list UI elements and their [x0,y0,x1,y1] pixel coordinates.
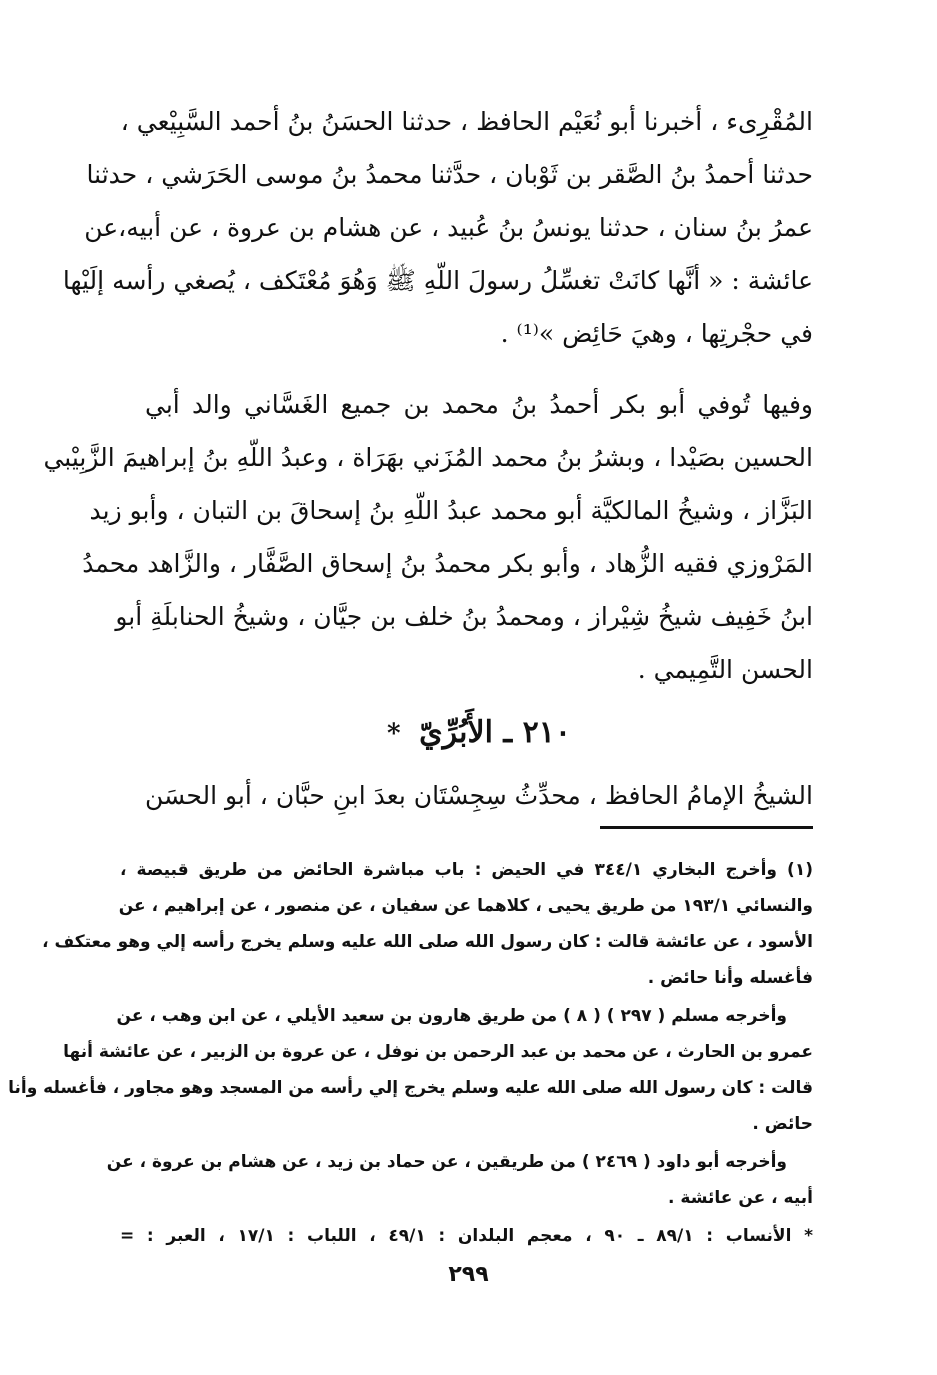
footnote-line: فأغسله وأنا حائض . [647,968,813,988]
footnote-line: أبيه ، عن عائشة . [668,1188,813,1208]
paragraph-gap [145,360,813,378]
page-number: ٢٩٩ [448,1262,489,1287]
heading-mark: * [387,719,401,749]
footnote-sources [120,1218,813,1254]
paragraph-hadith [62,95,813,360]
paragraph-deaths [43,378,813,696]
text-line: وفيها تُوفي أبو بكر أحمدُ بنُ محمد بن جميع الغَسَّاني والد أبي [145,390,813,419]
text-line: ابنُ خَفِيف شيخُ شِيْراز ، ومحمدُ بنُ خلف بن جيَّان ، وشيخُ الحنابلَةِ أبو [115,602,813,631]
heading-title: ٢١٠ ـ الأَبُرِّيّ [419,715,571,750]
footnote-1 [42,852,813,996]
footnote-line: والنسائي ١٩٣/١ من طريق يحيى ، كلاهما عن سفيان ، عن منصور ، عن إبراهيم ، عن [118,896,813,916]
main-text [43,95,813,822]
paragraph-biography [145,769,813,822]
text-line: المَرْوزي فقيه الزُّهاد ، وأبو بكر محمدُ بنُ إسحاق الصَّفَّار ، والزَّاهد محمدُ [82,549,813,578]
section-heading [145,708,813,759]
footnote-line: وأخرجه أبو داود ( ٢٤٦٩ ) من طريقين ، عن حماد بن زيد ، عن هشام بن عروة ، عن [106,1152,787,1172]
text-line: المُقْرِىء ، أخبرنا أبو نُعَيْم الحافظ ، حدثنا الحسَنُ بنُ أحمد السَّبِيْعي ، [120,107,813,136]
footnote-line: قالت : كان رسول الله صلى الله عليه وسلم يخرج إلي رأسه من المسجد وهو مجاور ، فأغسله وأنا [8,1078,813,1098]
text-line: عمرُ بنُ سنان ، حدثنا يونسُ بنُ عُبيد ، عن هشام بن عروة ، عن أبيه،عن [84,213,813,242]
text-line: الشيخُ الإمامُ الحافظ ، محدِّثُ سِجِسْتَان بعدَ ابنِ حبَّان ، أبو الحسَن [145,781,813,810]
text-line: البَزَّاز ، وشيخُ المالكيَّة أبو محمد عبدُ اللّهِ بنُ إسحاقَ بن التبان ، وأبو زيد [89,496,813,525]
text-line: الحسين بصَيْدا ، وبشرُ بنُ محمد المُزَني بهَرَاة ، وعبدُ اللّهِ بنُ إبراهيمَ الزَّبِيْبي [43,443,813,472]
footnote-line: * الأنساب : ٨٩/١ ـ ٩٠ ، معجم البلدان : ٤٩/١ ، اللباب : ١٧/١ ، العبر : = [120,1226,813,1246]
text-line: في حجْرتِها ، وهيَ حَائِض »⁽¹⁾ . [500,319,813,348]
footnote-separator [600,826,813,829]
footnote-line: حائض . [752,1114,813,1134]
footnotes [8,852,813,1256]
text-line: حدثنا أحمدُ بنُ الصَّقر بن ثَوْبان ، حدَّثنا محمدُ بنُ موسى الحَرَشي ، حدثنا [86,160,813,189]
footnote-abu-dawud [106,1144,813,1216]
footnote-line: (١) وأخرج البخاري ٣٤٤/١ في الحيض : باب مباشرة الحائض من طريق قبيصة ، [120,860,813,880]
footnote-line: الأسود ، عن عائشة قالت : كان رسول الله صلى الله عليه وسلم يخرج رأسه إلي وهو معتكف ، [42,932,813,952]
footnote-line: وأخرجه مسلم ( ٢٩٧ ) ( ٨ ) من طريق هارون بن سعيد الأيلي ، عن ابن وهب ، عن [116,1006,787,1026]
footnote-line: عمرو بن الحارث ، عن محمد بن عبد الرحمن بن نوفل ، عن عروة بن الزبير ، عن عائشة أنها [63,1042,813,1062]
text-line: عائشة : « أنَّها كانَتْ تغسِّلُ رسولَ اللّهِ ﷺ وَهُوَ مُعْتَكف ، يُصغي رأسه إلَيْها [62,266,813,295]
footnote-muslim [8,998,813,1142]
text-line: الحسن التَّمِيمي . [637,655,813,684]
